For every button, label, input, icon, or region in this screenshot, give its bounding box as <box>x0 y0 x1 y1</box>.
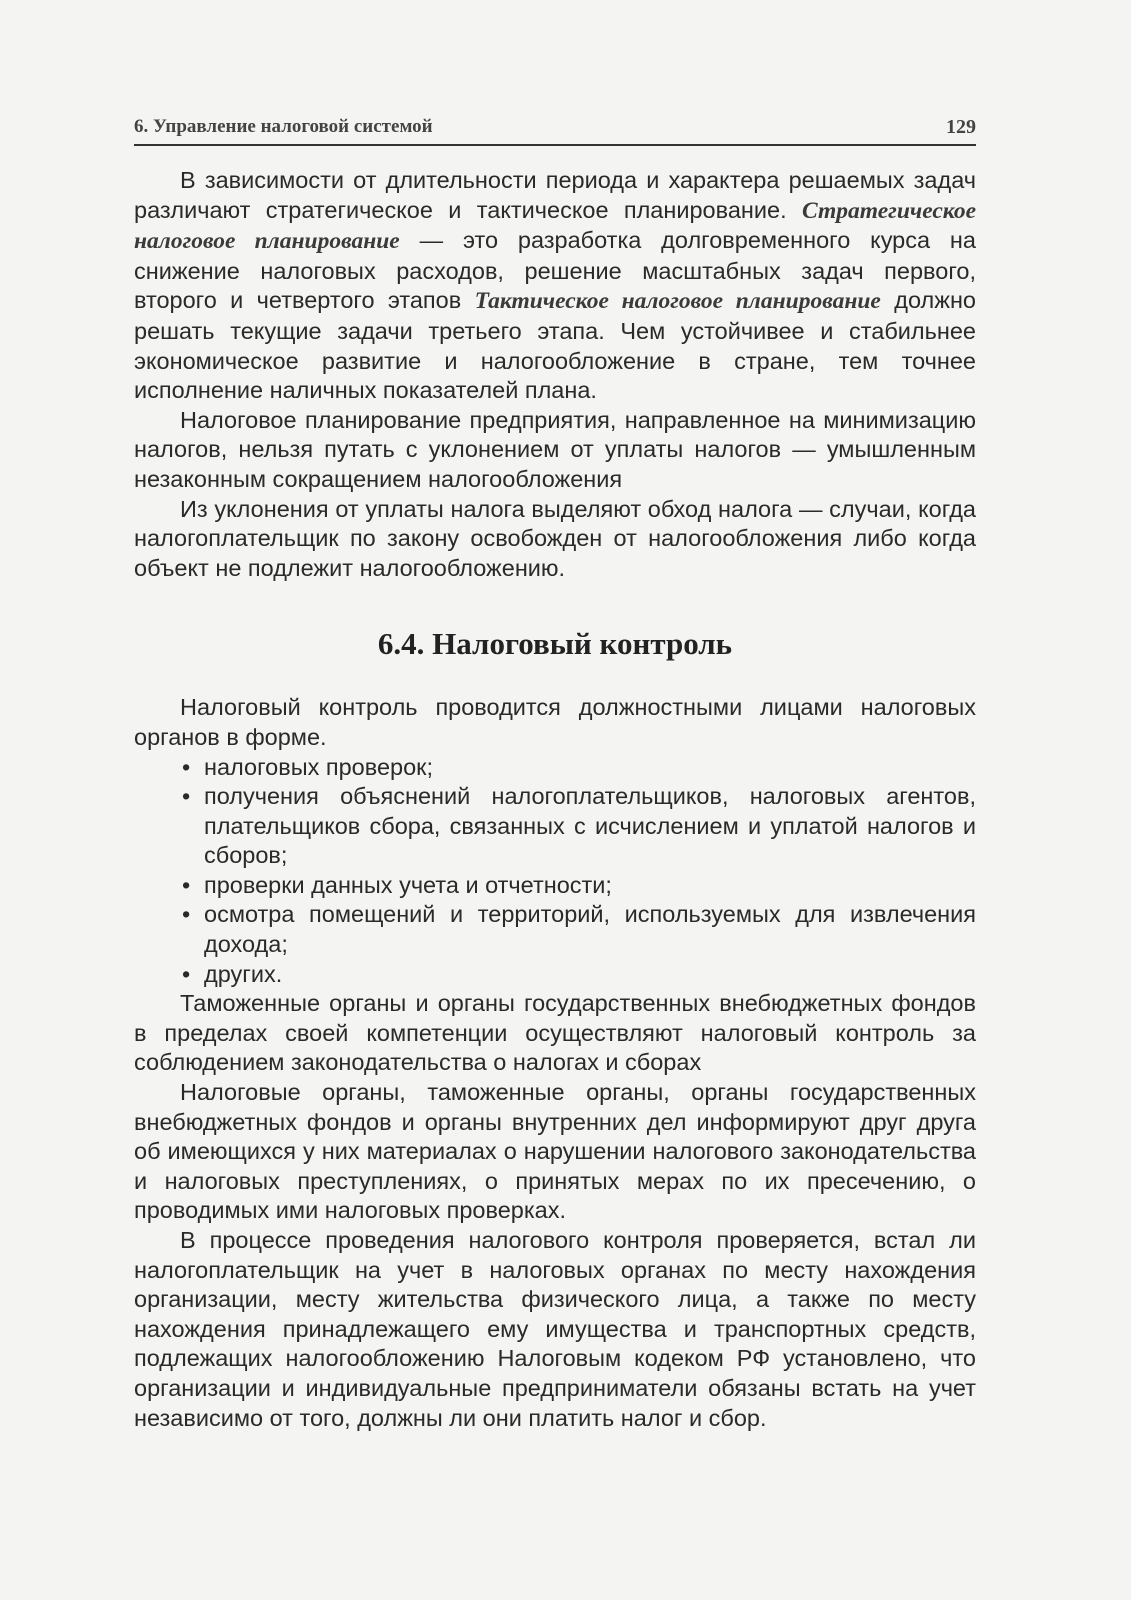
list-item <box>180 960 976 990</box>
list-item-text: проверки данных учета и отчетности; <box>204 871 612 898</box>
bullet-icon: • <box>182 783 191 810</box>
paragraph-tax-avoidance: Из уклонения от уплаты налога выделяют обход налога — случаи, когда налогоплательщик по закону освобожден от налогообложения либо когда объект не подлежит налогообложению. <box>134 495 976 581</box>
list-item-text: налоговых проверок; <box>204 753 433 780</box>
bullet-icon: • <box>182 901 191 928</box>
list-item <box>180 753 976 783</box>
list-item <box>180 900 976 959</box>
section-heading: 6.4. Налоговый контроль <box>377 626 733 662</box>
text-fragment: — это разработка долговременного курса на снижение налоговых расходов, решение масштабных задач первого, второго и четвертого этапов <box>134 227 976 314</box>
text-fragment: В зависимости от длительности периода и характера решаемых задач различают стратегическое и тактическое планирование. <box>134 167 976 223</box>
page-number: 129 <box>946 116 976 138</box>
paragraph-customs-control: Таможенные органы и органы государственных внебюджетных фондов в пределах своей компетенции осуществляют налоговый контроль за соблюдением законодательства о налогах и сборах <box>134 990 976 1076</box>
bullet-icon: • <box>182 871 191 898</box>
term-tactical-planning: Тактическое налоговое планирование <box>474 288 881 315</box>
list-item-text: других. <box>204 960 283 987</box>
term-strategic-planning: Стратегическое налоговое планирование <box>134 197 976 255</box>
list-item-text: осмотра помещений и территорий, используемых для извлечения дохода; <box>204 901 976 958</box>
paragraph-tax-minimization: Налоговое планирование предприятия, направленное на минимизацию налогов, нельзя путать с уклонением от уплаты налогов — умышленным незаконным сокращением налогообложения <box>134 406 976 492</box>
list-item <box>180 871 976 901</box>
bullet-icon: • <box>182 960 191 987</box>
bullet-icon: • <box>182 753 191 780</box>
paragraph-information-exchange: Налоговые органы, таможенные органы, органы государственных внебюджетных фондов и органы внутренних дел информируют друг друга об имеющихся у них материалах о нарушении налогового законодательства и налоговых преступлениях, о принятых мерах по их пресечению, о проводимых ими налоговых проверках. <box>134 1079 976 1224</box>
running-header <box>134 114 976 146</box>
list-item-text: получения объяснений налогоплательщиков, налоговых агентов, плательщиков сбора, связанных с исчислением и уплатой налогов и сборов; <box>204 783 976 869</box>
list-item <box>180 782 976 871</box>
control-forms-list <box>134 753 976 990</box>
text-fragment: должно решать текущие задачи третьего этапа. Чем устойчивее и стабильнее экономическое развитие и налогообложение в стране, тем точнее исполнение наличных показателей плана. <box>134 287 976 404</box>
chapter-title: 6. Управление налоговой системой <box>134 116 433 137</box>
paragraph-registration-check: В процессе проведения налогового контроля проверяется, встал ли налогоплательщик на учет в налоговых органах по месту нахождения организации, месту жительства физического лица, а также по месту нахождения принадлежащего ему имущества и транспортных средств, подлежащих налогообложению Налоговым кодеком РФ установлено, что организации и индивидуальные предприниматели обязаны встать на учет независимо от того, должны ли они платить налог и сбор. <box>134 1227 976 1431</box>
page-body <box>134 166 976 1433</box>
paragraph-planning-types <box>134 166 976 406</box>
paragraph-control-forms: Налоговый контроль проводится должностными лицами налоговых органов в форме. <box>134 694 976 750</box>
